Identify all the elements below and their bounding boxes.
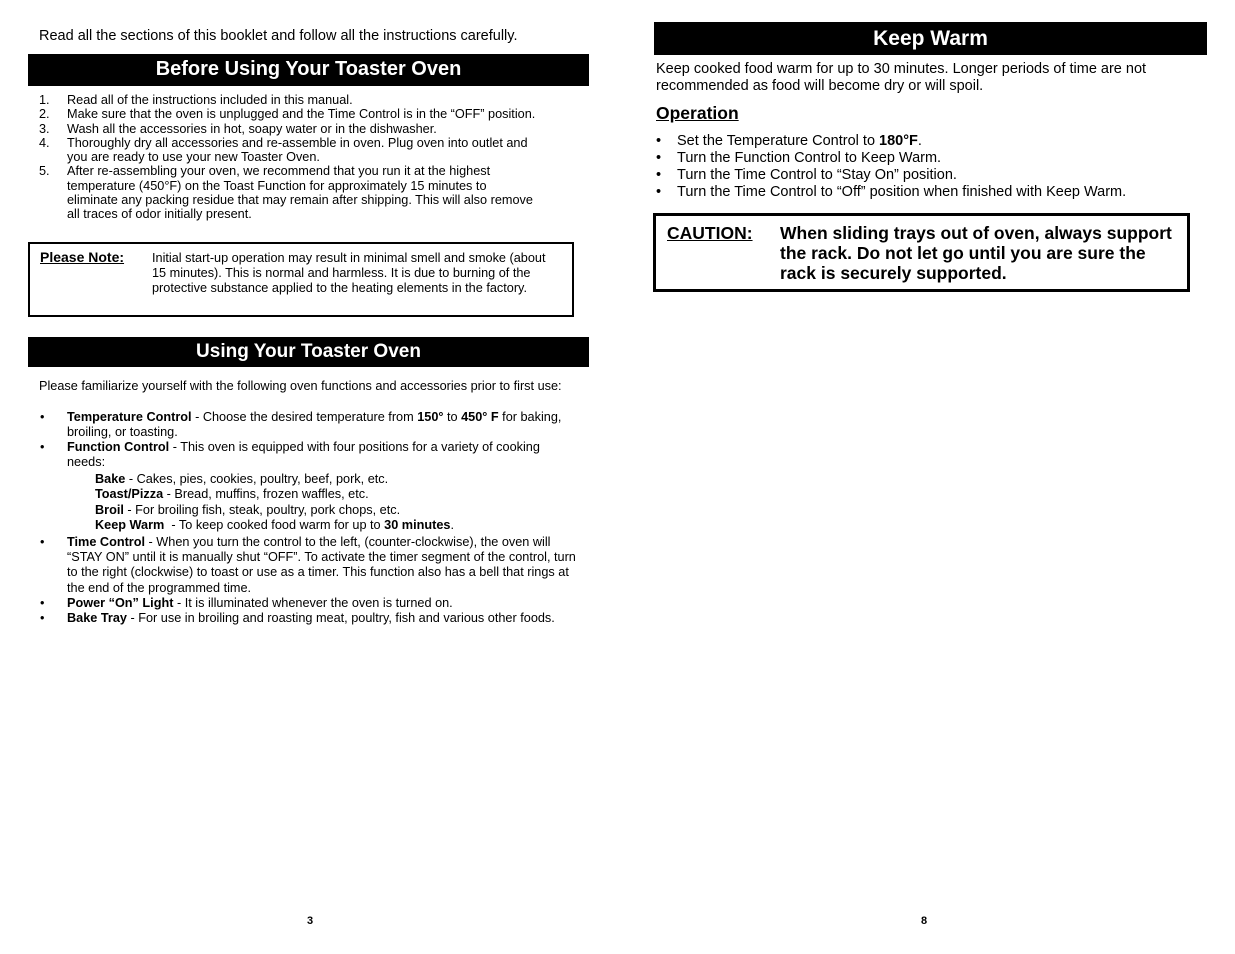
feature-label: Bake Tray (67, 611, 127, 626)
function-mode-broil (95, 503, 454, 518)
bullet: • (40, 611, 45, 626)
bullet: • (656, 184, 662, 200)
op-temperature: 180°F (879, 133, 918, 149)
op-text: Turn the Function Control to Keep Warm. (677, 150, 942, 166)
section-title-keep-warm: Keep Warm (654, 22, 1207, 55)
mode-desc-end: . (450, 518, 454, 533)
op-text-end: . (917, 133, 922, 149)
page-number-left: 3 (307, 915, 314, 927)
temp-low: 150° (417, 410, 444, 424)
mode-time: 30 minutes (384, 518, 451, 533)
op-text: Set the Temperature Control to (677, 133, 880, 149)
op-text: Turn the Time Control to “Off” position when finished with Keep Warm. (677, 184, 1127, 200)
function-mode-toast-pizza (95, 487, 454, 502)
bullet: • (40, 410, 45, 424)
temp-high: 450° F (461, 410, 499, 424)
step-text: Make sure that the oven is unplugged and the Time Control is in the “OFF” position. (67, 107, 536, 122)
feature-label: Time Control (67, 535, 146, 549)
step-number: 5. (39, 164, 50, 179)
step-text: Read all of the instructions included in this manual. (67, 93, 353, 107)
step-number: 1. (39, 93, 50, 107)
list-item (656, 133, 1126, 150)
mode-name: Broil (95, 502, 124, 517)
section-title-before-using: Before Using Your Toaster Oven (28, 54, 589, 86)
list-item (39, 122, 539, 136)
list-item (656, 184, 1126, 201)
bullet: • (656, 167, 662, 183)
list-item (39, 107, 539, 121)
feature-label: Function Control (67, 440, 170, 454)
usage-intro-text: Please familiarize yourself with the following oven functions and accessories prior to first use: (39, 379, 562, 393)
caution-label: CAUTION: (667, 223, 753, 243)
feature-list (39, 410, 579, 440)
list-item (39, 164, 539, 221)
mode-desc: - Cakes, pies, cookies, poultry, beef, pork, etc. (125, 472, 389, 486)
step-text: Thoroughly dry all accessories and re-assemble in oven. Plug oven into outlet and you are ready to use your new Toaster Oven. (67, 135, 528, 165)
please-note-box (28, 242, 574, 317)
mode-desc: - For broiling fish, steak, poultry, pork chops, etc. (123, 502, 401, 517)
step-number: 4. (39, 135, 50, 150)
list-item-power-light (39, 596, 579, 611)
feature-text: to (443, 410, 462, 424)
function-mode-bake (95, 472, 454, 487)
caution-text: When sliding trays out of oven, always support the rack. Do not let go until you are sure the rack is securely supported. (780, 223, 1172, 283)
intro-text: Read all the sections of this booklet and follow all the instructions carefully. (39, 28, 518, 44)
feature-list (39, 440, 579, 470)
list-item-temperature-control (39, 410, 579, 440)
feature-text: - It is illuminated whenever the oven is turned on. (173, 595, 453, 610)
bullet: • (40, 535, 45, 549)
mode-name: Bake (95, 472, 126, 486)
bullet: • (656, 133, 662, 149)
list-item (656, 150, 1126, 167)
keep-warm-intro: Keep cooked food warm for up to 30 minutes. Longer periods of time are not recommended as food will become dry or will spoil. (656, 61, 1147, 94)
function-modes-list (95, 472, 454, 534)
list-item (656, 167, 1126, 184)
setup-steps-list (39, 93, 539, 222)
section-title-using: Using Your Toaster Oven (28, 337, 589, 367)
list-item-time-control (39, 535, 579, 596)
list-item (39, 93, 539, 107)
step-number: 3. (39, 121, 50, 136)
feature-text: - This oven is equipped with four positions for a variety of cooking needs: (67, 440, 540, 470)
operation-steps-list (656, 133, 1126, 201)
step-number: 2. (39, 107, 50, 122)
list-item-function-control (39, 440, 579, 470)
feature-text: - When you turn the control to the left, (counter-clockwise), the oven will “STAY ON” until it is manually shut “OFF”. To activate the timer segment of the control, turn to the right (clockwise) to toast or use as a timer. This function also has a bell that rings at the end of the programmed time. (67, 535, 576, 595)
op-text: Turn the Time Control to “Stay On” position. (677, 167, 957, 183)
mode-name: Toast/Pizza (95, 487, 164, 502)
operation-heading: Operation (656, 103, 739, 123)
caution-box (653, 213, 1190, 292)
feature-label: Temperature Control (67, 410, 192, 424)
feature-text: - Choose the desired temperature from (191, 410, 418, 424)
list-item-bake-tray (39, 611, 579, 626)
bullet: • (656, 150, 662, 166)
feature-label: Power “On” Light (67, 595, 174, 610)
bullet: • (40, 595, 45, 610)
note-text: Initial start-up operation may result in minimal smell and smoke (about 15 minutes). This is normal and harmless. It is due to burning of the protective substance applied to the heating elements in the factory. (152, 251, 546, 295)
feature-text: - For use in broiling and roasting meat, poultry, fish and various other foods. (126, 611, 555, 626)
function-mode-keep-warm (95, 518, 454, 533)
note-label: Please Note: (40, 249, 125, 265)
mode-name: Keep Warm (95, 518, 165, 533)
feature-text: for baking, broiling, or toasting. (67, 410, 562, 440)
mode-desc: - To keep cooked food warm for up to (164, 518, 385, 533)
feature-list (39, 535, 579, 626)
mode-desc: - Bread, muffins, frozen waffles, etc. (163, 487, 369, 502)
bullet: • (40, 440, 45, 454)
step-text: Wash all the accessories in hot, soapy water or in the dishwasher. (67, 121, 437, 136)
left-page (0, 0, 617, 954)
step-text: After re-assembling your oven, we recommend that you run it at the highest temperature (450°F) on the Toast Function for approximately 15 minutes to eliminate any packing residue that may remain after shipping. This will also remove all traces of odor initially present. (67, 164, 533, 222)
page-number-right: 8 (921, 915, 928, 927)
list-item (39, 136, 539, 165)
